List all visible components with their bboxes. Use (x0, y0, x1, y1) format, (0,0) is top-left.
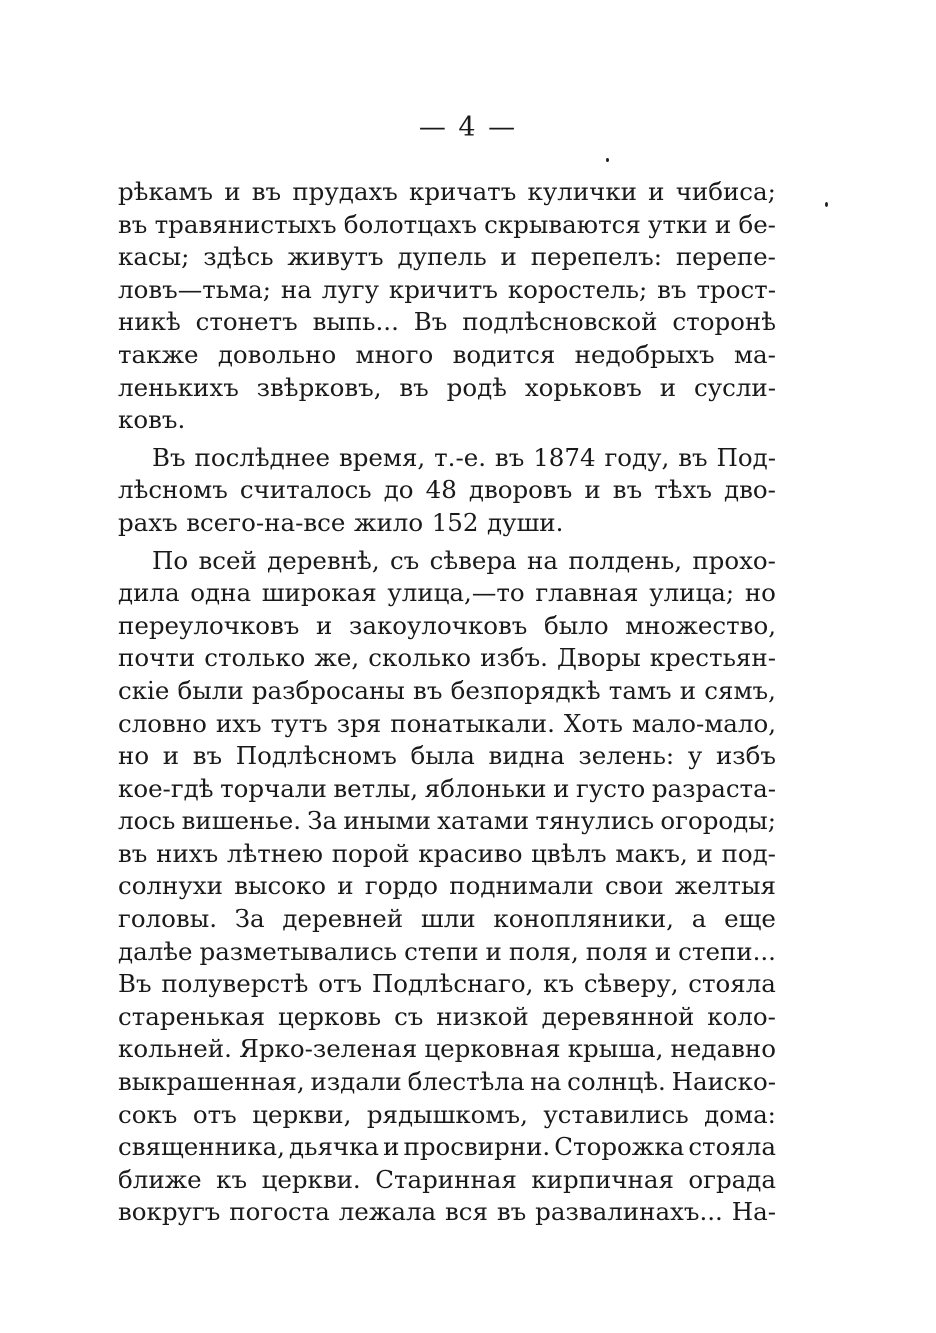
text-line: ленькихъ звѣрковъ, въ родѣ хорьковъ и сусли- (118, 372, 776, 402)
text-line: выкрашенная, издали блестѣла на солнцѣ. Наиско- (118, 1067, 776, 1097)
text-line: также довольно много водится недобрыхъ ма- (118, 339, 776, 369)
paragraph (118, 545, 776, 1229)
text-line: касы; здѣсь живутъ дупель и перепелъ: перепе- (118, 242, 776, 272)
text-line: никѣ стонетъ выпь... Въ подлѣсновской сторонѣ (118, 307, 776, 337)
text-line: рахъ всего-на-все жило 152 души. (118, 507, 564, 537)
text-line: ловъ—тьма; на лугу кричитъ коростель; въ трост- (118, 274, 776, 304)
ink-speck (825, 202, 828, 207)
text-line: лѣсномъ считалось до 48 дворовъ и въ тѣхъ дво- (118, 475, 776, 505)
body-text (118, 176, 776, 1229)
text-line: ковъ. (118, 405, 186, 435)
text-line: головы. За деревней шли конопляники, а еще (118, 904, 776, 934)
text-line: въ травянистыхъ болотцахъ скрываются утки и бе- (118, 209, 776, 239)
text-line: кольней. Ярко-зеленая церковная крыша, недавно (118, 1034, 776, 1064)
paragraph (118, 176, 776, 437)
text-line: Въ послѣднее время, т.-е. въ 1874 году, въ Под- (152, 442, 776, 472)
text-line: почти столько же, сколько избъ. Дворы крестьян- (118, 643, 776, 673)
text-line: кое-гдѣ торчали ветлы, яблоньки и густо разраста- (118, 773, 776, 803)
text-line: сокъ отъ церкви, рядышкомъ, уставились дома: (118, 1099, 776, 1129)
text-line: ближе къ церкви. Старинная кирпичная ограда (118, 1164, 776, 1194)
text-line: вокругъ погоста лежала вся въ развалинахъ... На- (118, 1197, 776, 1227)
text-line: далѣе разметывались степи и поля, поля и степи... (118, 936, 776, 966)
ink-speck (606, 158, 609, 162)
text-line: въ нихъ лѣтнею порой красиво цвѣлъ макъ, и под- (118, 838, 776, 868)
paragraph (118, 442, 776, 540)
page-number: — 4 — (418, 112, 518, 143)
text-line: рѣкамъ и въ прудахъ кричатъ кулички и чибиса; (118, 177, 776, 206)
text-line: но и въ Подлѣсномъ была видна зелень: у избъ (118, 741, 776, 771)
text-line: солнухи высоко и гордо поднимали свои желтыя (118, 871, 776, 901)
text-line: лось вишенье. За иными хатами тянулись огороды; (118, 806, 776, 836)
text-line: старенькая церковь съ низкой деревянной коло- (118, 1001, 776, 1031)
text-line: словно ихъ тутъ зря понатыкали. Хоть мало-мало, (118, 708, 776, 738)
text-line: Въ полуверстѣ отъ Подлѣснаго, къ сѣверу, стояла (118, 969, 776, 999)
text-line: священника, дьячка и просвирни. Сторожка стояла (118, 1132, 776, 1162)
text-line: переулочковъ и закоулочковъ было множество, (118, 610, 776, 640)
text-line: скіе были разбросаны въ безпорядкѣ тамъ и сямъ, (118, 675, 776, 705)
text-line: По всей деревнѣ, съ сѣвера на полдень, прохо- (152, 545, 776, 575)
text-line: дила одна широкая улица,—то главная улица; но (118, 578, 776, 608)
